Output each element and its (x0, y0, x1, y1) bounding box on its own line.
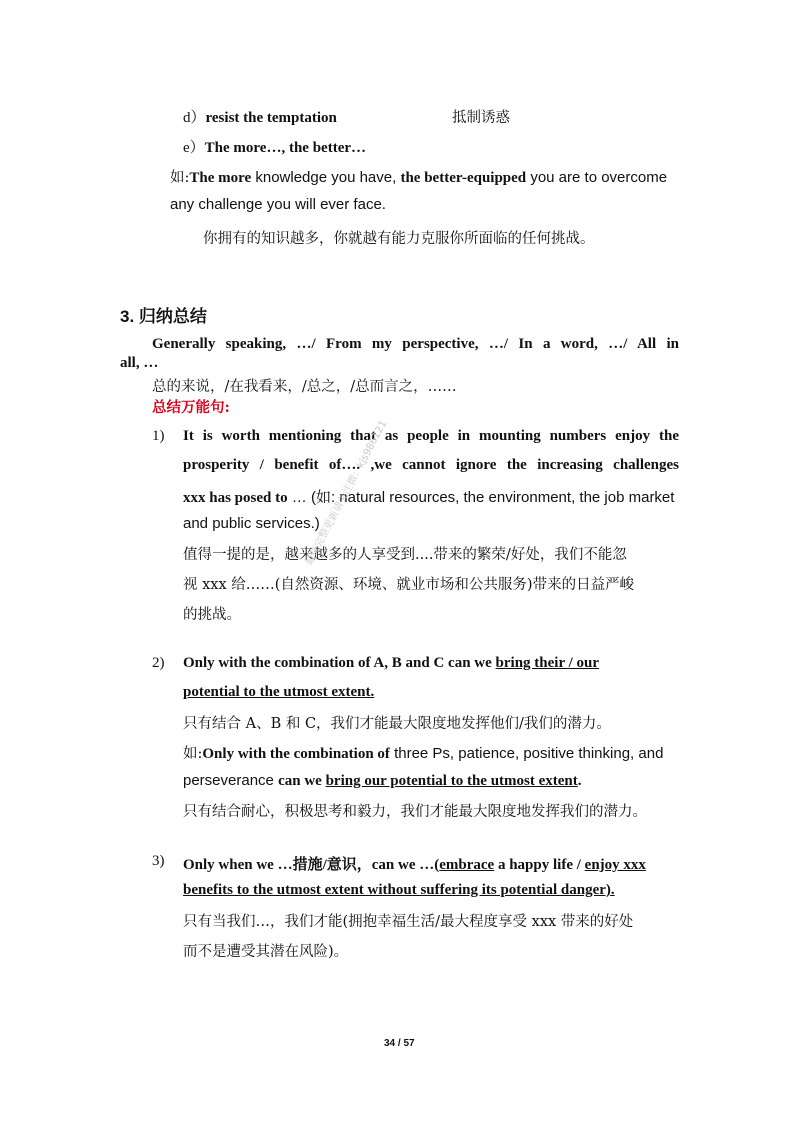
sentence1-line2 (183, 457, 679, 474)
sentence3-line1-mid: a happy life / (494, 857, 585, 873)
sentence2-chinese-line1: 只有结合 A、B 和 C，我们才能最大限度地发挥他们/我们的潜力。 (183, 716, 611, 732)
example-prefix: 如: (170, 170, 190, 186)
sentence1-line3-bold: xxx has posed to (183, 490, 288, 506)
item-d-chinese: 抵制诱惑 (452, 110, 510, 126)
sentence2-example-line1 (183, 742, 663, 763)
sentence2-example-prefix: 如: (183, 746, 203, 762)
sentence3-chinese-line1: 只有当我们…，我们才能(拥抱幸福生活/最大程度享受 xxx 带来的好处 (183, 914, 634, 930)
example-bold-more: The more (189, 170, 252, 186)
sentence1-number: 1) (152, 428, 165, 444)
sentence1-line4: and public services.) (183, 515, 320, 532)
sentence2-example2-underlined: bring our potential to the utmost extent (325, 773, 578, 789)
watermark: 最快完整更新请关注微：kjs986121 (303, 418, 390, 568)
item-d (183, 106, 337, 127)
sentence3-line1-bold: Only when we …措施/意识，can we …( (183, 857, 440, 873)
sentence2-line2: potential to the utmost extent. (183, 684, 375, 700)
sentence3-line1-underlined2: enjoy xxx (584, 857, 646, 873)
example-text1: knowledge you have, (251, 169, 401, 186)
example-bold-better: the better-equipped (400, 170, 527, 186)
sentence2-example-line2 (183, 772, 582, 790)
item-d-phrase: resist the temptation (205, 110, 337, 126)
sentence2-example-text: three Ps, patience, positive thinking, and (389, 745, 664, 762)
item-d-label: d） (183, 110, 206, 126)
example-e-line1 (170, 166, 667, 187)
universal-title: 总结万能句: (152, 399, 230, 416)
example-e-line2: any challenge you will ever face. (170, 196, 386, 213)
page-number: 34 / 57 (384, 1038, 415, 1049)
item-e-label: e） (183, 140, 205, 156)
sentence1-line3-rest: … (如: natural resources, the environment, the job market (287, 489, 675, 506)
section-heading: 3. 归纳总结 (120, 307, 207, 326)
item-e-phrase: The more…, the better… (204, 140, 367, 156)
sentence3-line2: benefits to the utmost extent without suffering its potential danger). (183, 882, 615, 898)
phrases-chinese: 总的来说，/在我看来，/总之，/总而言之，…… (152, 379, 457, 395)
sentence3-number: 3) (152, 853, 165, 869)
sentence1-line1 (183, 428, 679, 445)
sentence2-example2-end: . (577, 773, 582, 789)
sentence2-chinese-line2: 只有结合耐心，积极思考和毅力，我们才能最大限度地发挥我们的潜力。 (183, 804, 647, 820)
sentence2-number: 2) (152, 655, 165, 671)
sentence1-line3 (183, 486, 674, 507)
phrases-line1-text: Generally speaking, …/ From my perspective, …/ In a word, …/ All in (152, 336, 679, 352)
sentence3-chinese-line2: 而不是遭受其潜在风险)。 (183, 944, 349, 960)
sentence2-example2-text: perseverance (183, 772, 279, 789)
example-e-chinese: 你拥有的知识越多，你就越有能力克服你所面临的任何挑战。 (203, 231, 595, 247)
sentence1-chinese-line3: 的挑战。 (183, 607, 241, 623)
sentence3-line1 (183, 853, 646, 874)
sentence1-chinese-line2: 视 xxx 给……(自然资源、环境、就业市场和公共服务)带来的日益严峻 (183, 577, 635, 593)
sentence1-line2-text: prosperity / benefit of…. ,we cannot ignore the increasing challenges (183, 457, 679, 473)
sentence3-line1-underlined1: embrace (439, 857, 495, 873)
example-text2: you are to overcome (526, 169, 668, 186)
sentence1-chinese-line1: 值得一提的是，越来越多的人享受到....带来的繁荣/好处，我们不能忽 (183, 547, 627, 563)
sentence2-line1-underlined: bring their / our (495, 655, 600, 671)
sentence2-example-bold: Only with the combination of (202, 746, 390, 762)
sentence2-line1-bold: Only with the combination of A, B and C can we (183, 655, 496, 671)
item-e (183, 136, 366, 157)
phrases-line1 (152, 336, 679, 353)
sentence1-line1-text: It is worth mentioning that as people in mounting numbers enjoy the (183, 428, 679, 444)
sentence2-line1 (183, 655, 599, 672)
phrases-line2: all, … (120, 355, 159, 371)
sentence2-example2-bold: can we (278, 773, 326, 789)
